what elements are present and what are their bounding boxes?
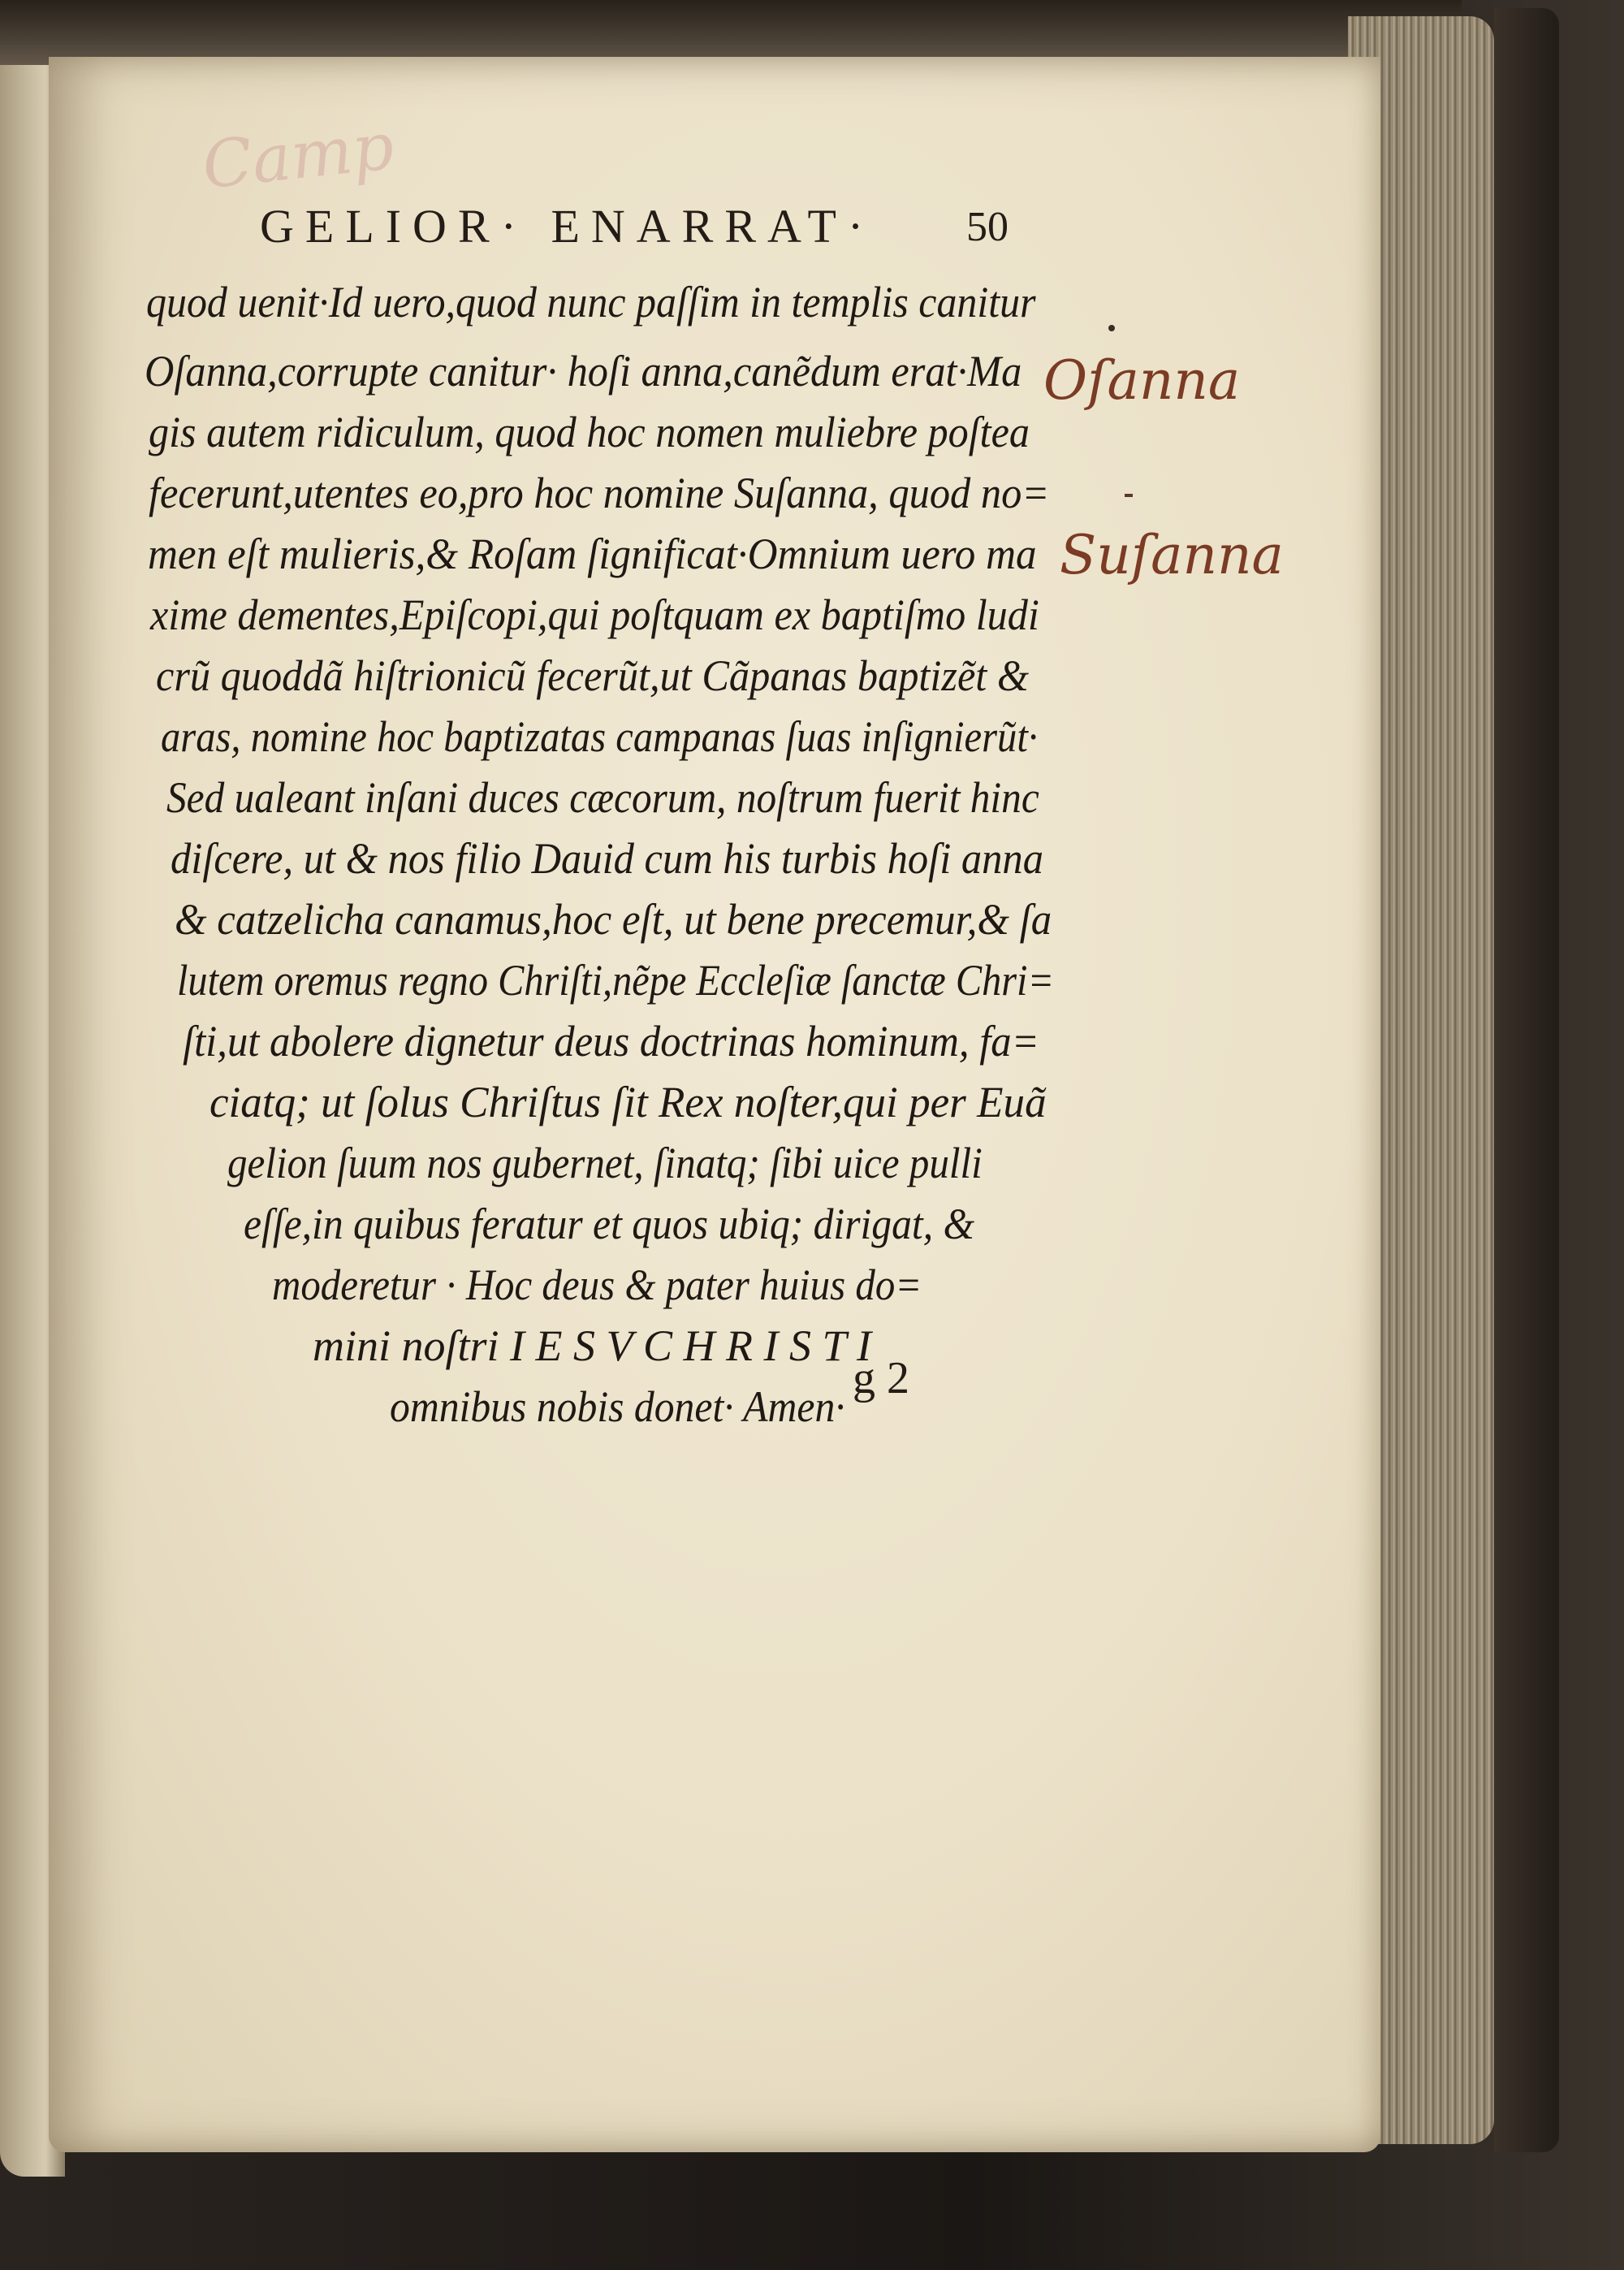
ink-mark	[1108, 325, 1115, 331]
pencil-annotation: Camp	[198, 108, 398, 204]
text-line: quod uenit·Id uero,quod nunc paſſim in templis canitur	[146, 278, 1036, 326]
text-line: men eſt mulieris,& Roſam ſignificat·Omnium uero ma	[148, 530, 1037, 578]
text-line: lutem oremus regno Chriſti,nẽpe Eccleſiæ ſanctæ Chri=	[177, 956, 1055, 1005]
text-line: & catzelicha canamus,hoc eſt, ut bene precemur,& ſa	[175, 895, 1052, 944]
margin-note-osanna: Oſanna	[1043, 349, 1241, 412]
text-line: aras, nomine hoc baptizatas campanas ſuas inſignierũt·	[161, 712, 1038, 761]
text-line: eſſe,in quibus feratur et quos ubiq; dirigat, &	[244, 1200, 975, 1248]
text-line: crũ quoddã hiſtrionicũ fecerũt,ut Cãpanas baptizẽt &	[156, 651, 1030, 700]
text-line: gelion ſuum nos gubernet, ſinatq; ſibi uice pulli	[227, 1139, 983, 1187]
margin-note-susanna: Suſanna	[1060, 524, 1284, 586]
folio-number: 50	[966, 204, 1009, 250]
text-line: Oſanna,corrupte canitur· hoſi anna,canẽdum erat·Ma	[145, 347, 1022, 396]
text-line: Sed ualeant inſani duces cæcorum, noſtrum fuerit hinc	[166, 773, 1039, 822]
running-head: GELIOR· ENARRAT·	[260, 200, 875, 253]
text-line: gis autem ridiculum, quod hoc nomen muliebre poſtea	[149, 408, 1030, 456]
signature-mark: g 2	[853, 1353, 909, 1403]
ink-mark	[1125, 494, 1133, 497]
text-line: fecerunt,utentes eo,pro hoc nomine Suſanna, quod no=	[149, 469, 1050, 517]
text-line: omnibus nobis donet· Amen·	[390, 1382, 845, 1431]
text-line: diſcere, ut & nos filio Dauid cum his turbis hoſi anna	[171, 834, 1043, 883]
text-line: ciatq; ut ſolus Chriſtus ſit Rex noſter,qui per Euã	[209, 1078, 1047, 1126]
text-line: mini noſtri I E S V C H R I S T I	[313, 1321, 872, 1370]
cover-edge	[1494, 8, 1559, 2152]
text-line: ſti,ut abolere dignetur deus doctrinas hominum, fa=	[183, 1017, 1039, 1066]
text-line: moderetur · Hoc deus & pater huius do=	[272, 1260, 922, 1309]
text-line: xime dementes,Epiſcopi,qui poſtquam ex baptiſmo ludi	[150, 590, 1039, 639]
